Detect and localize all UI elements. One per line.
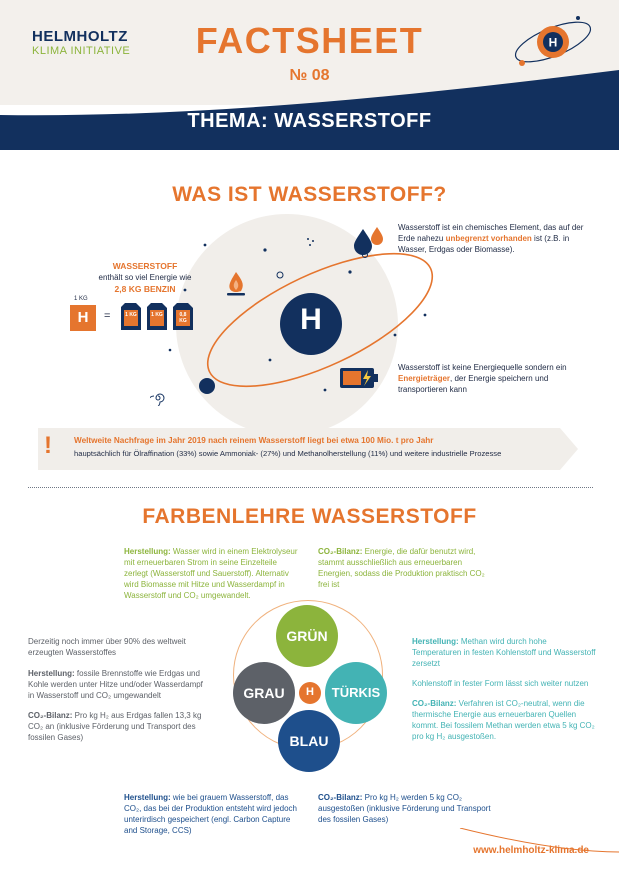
element-text-post: ist (z.B. in Wasser, Erdgas oder Biomasse).	[398, 234, 570, 254]
element-text-pre: Wasserstoff ist ein chemisches Element, das auf der Erde nahezu	[398, 223, 584, 243]
teal-bilanz	[412, 698, 597, 742]
hydrogen-atom-icon	[508, 10, 598, 72]
kg-label: 1 KG	[74, 296, 88, 302]
grey-label: GRAU	[243, 685, 285, 701]
green-herstellung	[124, 546, 300, 601]
green-label: GRÜN	[286, 628, 328, 644]
topic-title: THEMA: WASSERSTOFF	[187, 110, 432, 132]
section-title-farbenlehre: FARBENLEHRE WASSERSTOFF	[142, 505, 477, 528]
logo-line1: HELMHOLTZ	[32, 28, 128, 45]
blue-herstellung-text: wie bei grauem Wasserstoff, das CO₂, das bei der Produktion entsteht wird jedoch unterirdisch gespeichert (engl. Carbon Capture and Storage, CCS)	[124, 793, 297, 835]
green-herstellung-text: Wasser wird in einem Elektrolyseur mit erneuerbaren Strom in seine Einzelteile zerlegt (Wasserstoff und Sauerstoff). Alternativ wird Biomasse mit Hitze und Wasserdampf in Wasserstoff und CO₂ umgewandelt.	[124, 547, 298, 600]
equals-sign: =	[104, 310, 111, 322]
section-title-was-ist: WAS IST WASSERSTOFF?	[172, 183, 447, 206]
green-bilanz-label: CO₂-Bilanz:	[318, 547, 363, 556]
water-droplet-icon	[352, 225, 386, 257]
logo-line2: KLIMA INITIATIVE	[32, 45, 131, 57]
grey-bilanz	[28, 710, 208, 743]
green-bilanz-text: Energie, die dafür benutzt wird, stammt ausschließlich aus erneuerbaren Energien, sodass die Produktion praktisch CO₂ frei ist	[318, 547, 485, 589]
fuel-can-label: 1 KG	[151, 312, 163, 318]
exclamation-icon: !	[44, 432, 52, 459]
green-bilanz	[318, 546, 490, 590]
grey-herstellung-text: fossile Brennstoffe wie Erdgas und Kohle werden unter Hitze und/oder Wasserdampf in Wasserstoff und CO₂ umgewandelt	[28, 669, 203, 700]
carrier-description	[398, 362, 588, 395]
fuel-can	[120, 302, 142, 331]
element-description	[398, 222, 598, 255]
teal-herstellung-label: Herstellung:	[412, 637, 459, 646]
fuel-can	[172, 302, 194, 331]
flame-icon	[222, 270, 250, 298]
comparison-amount: 2,8 KG BENZIN	[114, 284, 176, 294]
element-text-emph: unbegrenzt vorhanden	[445, 234, 532, 243]
battery-icon	[338, 366, 380, 390]
teal-label: TÜRKIS	[331, 685, 381, 700]
page-title: FACTSHEET	[195, 20, 424, 61]
teal-bilanz-label: CO₂-Bilanz:	[412, 699, 457, 708]
blue-bilanz-text: Pro kg H₂ werden 5 kg CO₂ ausgestoßen (inklusive Förderung und Transport des fossilen Gases)	[318, 793, 491, 824]
teal-note: Kohlenstoff in fester Form lässt sich weiter nutzen	[412, 679, 589, 688]
grey-herstellung	[28, 668, 210, 701]
atom-icon-letter: H	[548, 35, 558, 50]
factsheet-number: № 08	[289, 67, 330, 84]
energy-comparison	[70, 261, 220, 294]
teal-bilanz-text: Verfahren ist CO₂-neutral, wenn die thermische Energie aus erneuerbaren Quellen kommt. Bei fossilem Methan werden etwa 5 kg CO₂ pro kg H₂ ausgestoßen.	[412, 699, 595, 741]
carrier-text-pre: Wasserstoff ist keine Energiequelle sondern ein	[398, 363, 567, 372]
comparison-title: WASSERSTOFF	[112, 261, 178, 271]
carrier-text-emph: Energieträger	[398, 374, 451, 383]
blue-bilanz-label: CO₂-Bilanz:	[318, 793, 363, 802]
fuel-can-label: 1 KG	[125, 312, 137, 318]
teal-herstellung-text: Methan wird durch hohe Temperaturen in festen Kohlenstoff und Wasserstoff zersetzt	[412, 637, 596, 668]
green-herstellung-label: Herstellung:	[124, 547, 171, 556]
blue-bilanz	[318, 792, 494, 825]
website-link[interactable]: www.helmholtz-klima.de	[473, 845, 589, 856]
info-headline: Weltweite Nachfrage im Jahr 2019 nach reinem Wasserstoff liegt bei etwa 100 Mio. t pro Jahr	[74, 436, 434, 445]
grey-herstellung-label: Herstellung:	[28, 669, 75, 678]
blue-herstellung-label: Herstellung:	[124, 793, 171, 802]
hydrogen-kg-box: H	[70, 305, 96, 331]
spiral-icon	[150, 390, 166, 406]
center-label: H	[306, 686, 314, 698]
info-detail: hauptsächlich für Ölraffination (33%) sowie Ammoniak- (27%) und Methanolherstellung (11%) und weitere industrielle Prozesse	[74, 449, 502, 458]
fuel-can	[146, 302, 168, 331]
carrier-text-post: , der Energie speichern und transportieren kann	[398, 374, 549, 394]
divider	[28, 487, 593, 488]
comparison-subtitle: enthält so viel Energie wie	[98, 273, 192, 282]
grey-bilanz-label: CO₂-Bilanz:	[28, 711, 73, 720]
blue-label: BLAU	[289, 733, 329, 749]
grey-intro: Derzeitig noch immer über 90% des weltweit erzeugten Wasserstoffes	[28, 637, 186, 657]
hydrogen-nucleus-label: H	[300, 303, 322, 336]
grey-bilanz-text: Pro kg H₂ aus Erdgas fallen 13,3 kg CO₂ an (inklusive Förderung und Transport des fossilen Gases)	[28, 711, 202, 742]
teal-herstellung	[412, 636, 597, 669]
fuel-can-label: 0,8 KG	[179, 312, 187, 324]
